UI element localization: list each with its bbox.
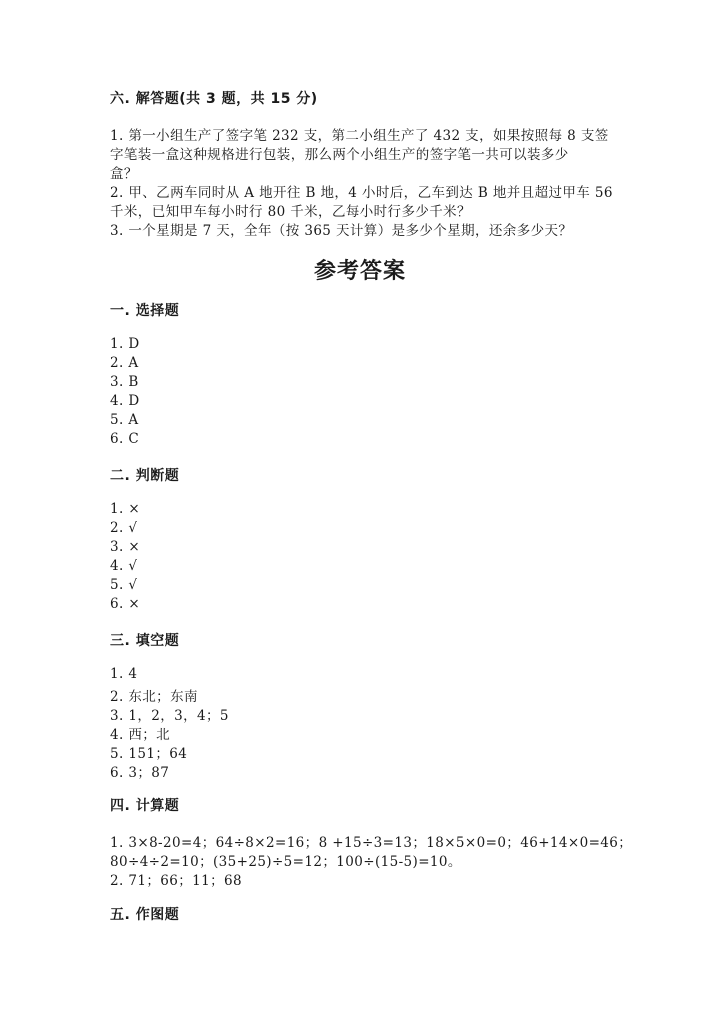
answer-item: 4. 西；北 [110, 727, 171, 743]
answer-item: 6. 3；87 [110, 765, 170, 781]
answer-key-title: 参考答案 [313, 259, 406, 284]
answer-section-2-title: 二. 判断题 [110, 468, 180, 484]
answer-item: 6. C [110, 431, 140, 447]
question-line: 字笔装一盒这种规格进行包装，那么两个小组生产的签字笔一共可以装多少 [110, 147, 569, 163]
answer-section-5-title: 五. 作图题 [110, 907, 180, 923]
answer-item: 4. D [110, 393, 140, 409]
answer-item: 3. × [110, 539, 141, 555]
answer-item: 5. √ [110, 577, 138, 593]
question-line: 1. 第一小组生产了签字笔 232 支，第二小组生产了 432 支，如果按照每 8 支签 [110, 128, 609, 144]
answer-section-1-title: 一. 选择题 [110, 303, 180, 319]
answer-section-4-title: 四. 计算题 [110, 798, 180, 814]
answer-item: 1. 4 [110, 666, 138, 682]
answer-item: 2. 东北；东南 [110, 689, 198, 705]
question-line: 2. 甲、乙两车同时从 A 地开往 B 地，4 小时后，乙车到达 B 地并且超过甲车 56 [110, 185, 613, 201]
answer-item: 2. √ [110, 520, 138, 536]
answer-item: 2. A [110, 355, 139, 371]
answer-item: 3. B [110, 374, 139, 390]
question-line: 千米，已知甲车每小时行 80 千米，乙每小时行多少千米？ [110, 204, 471, 220]
answer-item: 3. 1，2，3，4；5 [110, 708, 229, 724]
question-line: 3. 一个星期是 7 天，全年（按 365 天计算）是多少个星期，还余多少天？ [110, 223, 573, 239]
answer-item: 1. 3×8-20=4；64÷8×2=16；8 +15÷3=13；18×5×0=0；46+14×0=46； [110, 835, 633, 851]
answer-item: 1. × [110, 501, 141, 517]
answer-item: 1. D [110, 336, 140, 352]
answer-item: 6. × [110, 596, 141, 612]
answer-item: 4. √ [110, 558, 138, 574]
answer-item: 5. 151；64 [110, 746, 188, 762]
answer-item: 5. A [110, 412, 139, 428]
question-line: 盒？ [110, 166, 138, 182]
answer-item: 2. 71；66；11；68 [110, 873, 242, 889]
section-6-title: 六. 解答题(共 3 题，共 15 分) [110, 91, 318, 107]
answer-item: 80÷4÷2=10；(35+25)÷5=12；100÷(15-5)=10。 [110, 854, 462, 870]
answer-section-3-title: 三. 填空题 [110, 633, 180, 649]
